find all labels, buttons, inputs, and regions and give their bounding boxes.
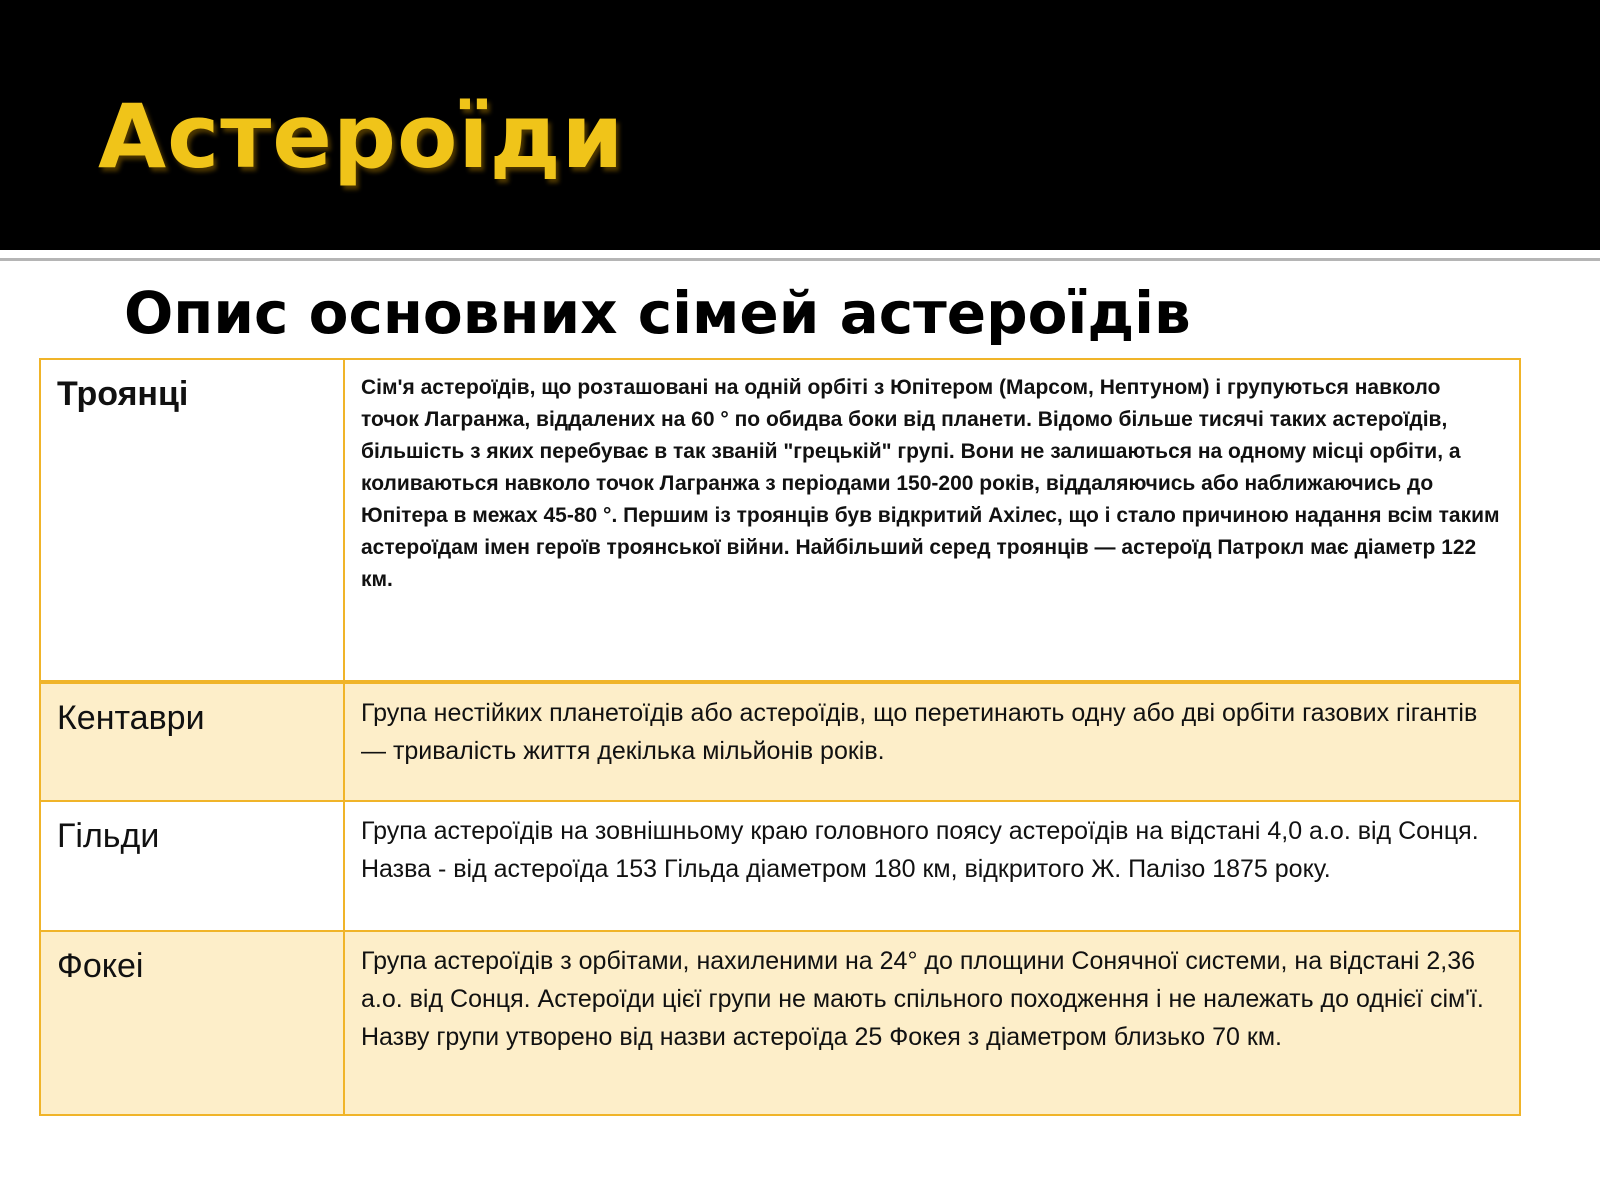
family-name-cell: Троянці <box>40 359 344 682</box>
family-description-cell: Група астероїдів з орбітами, нахиленими на 24° до площини Сонячної системи, на відстані 2,36 а.о. від Сонця. Астероїди цієї групи не мають спільного походження і не належать до однієї сім'ї. Назву групи утворено від назви астероїда 25 Фокея з діаметром близько 70 км. <box>344 931 1520 1115</box>
asteroid-families-table <box>39 358 1521 1116</box>
table-row-centaurs <box>40 682 1520 801</box>
slide-subtitle: Опис основних сімей астероїдів <box>124 279 1191 347</box>
title-divider <box>0 258 1600 261</box>
table-row-phocaea <box>40 931 1520 1115</box>
family-description-cell: Група астероїдів на зовнішньому краю головного поясу астероїдів на відстані 4,0 а.о. від Сонця. Назва - від астероїда 153 Гільда діаметром 180 км, відкритого Ж. Палізо 1875 року. <box>344 801 1520 931</box>
family-description-cell: Сім'я астероїдів, що розташовані на одній орбіті з Юпітером (Марсом, Нептуном) і групуються навколо точок Лагранжа, віддалених на 60 ° по обидва боки від планети. Відомо більше тисячі таких астероїдів, більшість з яких перебуває в так званій "грецькій" групі. Вони не залишаються на одному місці орбіти, а коливаються навколо точок Лагранжа з періодами 150-200 років, віддаляючись або наближаючись до Юпітера в межах 45-80 °. Першим із троянців був відкритий Ахілес, що і стало причиною надання всім таким астероїдам імен героїв троянської війни. Найбільший серед троянців — астероїд Патрокл має діаметр 122 км. <box>344 359 1520 682</box>
family-description-cell: Група нестійких планетоїдів або астероїдів, що перетинають одну або дві орбіти газових гігантів — тривалість життя декілька мільйонів років. <box>344 682 1520 801</box>
family-name-cell: Гільди <box>40 801 344 931</box>
table-row-hildas <box>40 801 1520 931</box>
family-name-cell: Кентаври <box>40 682 344 801</box>
family-name-cell: Фокеі <box>40 931 344 1115</box>
slide-title: Астероїди <box>98 85 625 188</box>
table-row-trojans <box>40 359 1520 682</box>
